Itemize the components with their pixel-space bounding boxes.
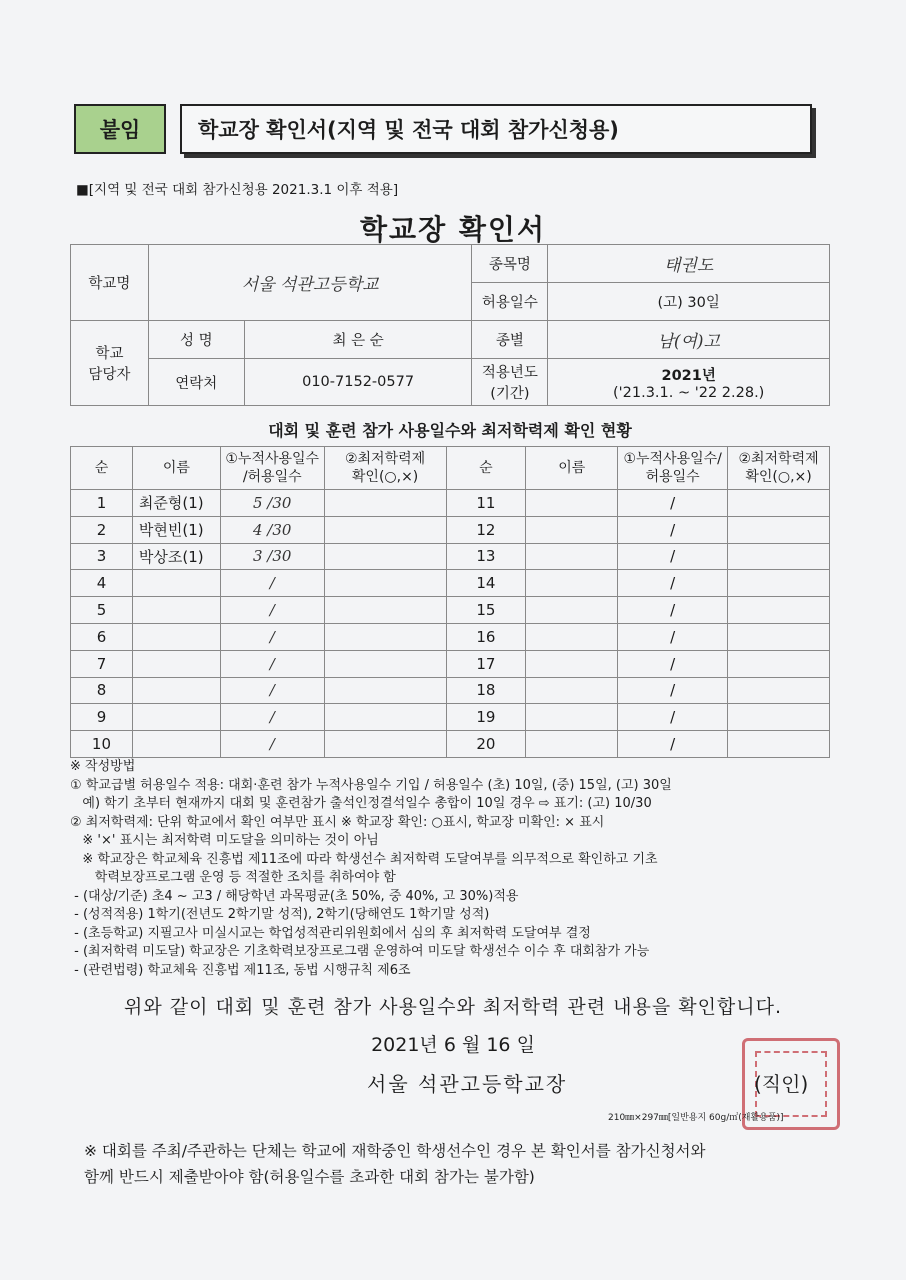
- applied-note: ■[지역 및 전국 대회 참가신청용 2021.3.1 이후 적용]: [76, 182, 399, 198]
- note-line: - (최저학력 미도달) 학교장은 기초학력보장프로그램 운영하여 미도달 학생선수 이수 후 대회참가 가능: [70, 944, 650, 959]
- student-name-2: [526, 597, 618, 624]
- check-2: [728, 570, 830, 597]
- student-name-2: [526, 650, 618, 677]
- row-number-2: 20: [446, 731, 526, 758]
- days-used-2: /: [618, 570, 728, 597]
- col-no-2: 순: [446, 447, 526, 490]
- note-line: ※ 학교장은 학교체육 진흥법 제11조에 따라 학생선수 최저학력 도달여부를 의무적으로 확인하고 기초: [70, 851, 658, 867]
- gender-value: 남(여)고: [548, 321, 830, 359]
- note-line: ※ 작성방법: [70, 759, 136, 774]
- row-number: 4: [71, 570, 133, 597]
- row-number-2: 11: [446, 490, 526, 517]
- header: [74, 104, 812, 154]
- name-label: 성 명: [148, 321, 244, 359]
- student-name-2: [526, 516, 618, 543]
- check: [324, 704, 446, 731]
- gender-label: 종별: [472, 321, 548, 359]
- days-used-2: /: [618, 623, 728, 650]
- days-label: 허용일수: [472, 283, 548, 321]
- check: [324, 650, 446, 677]
- row-number-2: 14: [446, 570, 526, 597]
- check: [324, 623, 446, 650]
- note-line: 학력보장프로그램 운영 등 적절한 조치를 취하여야 함: [70, 870, 396, 885]
- days-used-2: /: [618, 677, 728, 704]
- days-used-2: /: [618, 731, 728, 758]
- days-used: 3 /30: [220, 543, 324, 570]
- check-2: [728, 543, 830, 570]
- period-value: ('21.3.1. ~ '22 2.28.): [613, 384, 765, 401]
- info-table: [70, 244, 830, 406]
- row-number: 3: [71, 543, 133, 570]
- student-name-2: [526, 490, 618, 517]
- days-used-2: /: [618, 650, 728, 677]
- check-2: [728, 704, 830, 731]
- person-label: 학교 담당자: [71, 321, 149, 406]
- days-used: 4 /30: [220, 516, 324, 543]
- student-name-2: [526, 677, 618, 704]
- principal-name: 서울 석관고등학교장: [367, 1072, 568, 1096]
- paper-spec: 210㎜×297㎜[일반용지 60g/㎡(재활용품)]: [608, 1113, 784, 1123]
- note-line: 예) 학기 초부터 현재까지 대회 및 훈련참가 출석인정결석일수 총합이 10일 경우 ⇨ 표기: (고) 10/30: [70, 796, 652, 811]
- days-used-2: /: [618, 516, 728, 543]
- attachment-tag: 붙임: [74, 104, 166, 154]
- row-number-2: 15: [446, 597, 526, 624]
- check: [324, 570, 446, 597]
- check-2: [728, 731, 830, 758]
- days-used: /: [220, 650, 324, 677]
- row-number: 9: [71, 704, 133, 731]
- note-line: ② 최저학력제: 단위 학교에서 확인 여부만 표시 ※ 학교장 확인: ○표시, 학교장 미확인: × 표시: [70, 814, 605, 830]
- student-name-2: [526, 543, 618, 570]
- name-value: 최 은 순: [244, 321, 472, 359]
- header-title: 학교장 확인서(지역 및 전국 대회 참가신청용): [180, 104, 812, 154]
- student-name: [132, 597, 220, 624]
- check: [324, 597, 446, 624]
- col-check-2: ②최저학력제 확인(○,×): [728, 447, 830, 490]
- check: [324, 490, 446, 517]
- row-number-2: 19: [446, 704, 526, 731]
- school-value: 서울 석관고등학교: [148, 245, 472, 321]
- table-row: [71, 543, 830, 570]
- table-row: [71, 650, 830, 677]
- student-name: [132, 677, 220, 704]
- check-2: [728, 516, 830, 543]
- col-name: 이름: [132, 447, 220, 490]
- student-name-2: [526, 623, 618, 650]
- check: [324, 731, 446, 758]
- table-row: [71, 490, 830, 517]
- check-2: [728, 597, 830, 624]
- student-name-2: [526, 731, 618, 758]
- student-name-2: [526, 570, 618, 597]
- note-line: - (성적적용) 1학기(전년도 2학기말 성적), 2학기(당해연도 1학기말 성적): [70, 907, 490, 922]
- confirmation-statement: 위와 같이 대회 및 훈련 참가 사용일수와 최저학력 관련 내용을 확인합니다.: [123, 996, 783, 1018]
- school-label: 학교명: [71, 245, 149, 321]
- student-name: [132, 650, 220, 677]
- row-number-2: 18: [446, 677, 526, 704]
- student-name: 최준형(1): [132, 490, 220, 517]
- row-number: 7: [71, 650, 133, 677]
- row-number-2: 16: [446, 623, 526, 650]
- section-title: 대회 및 훈련 참가 사용일수와 최저학력제 확인 현황: [268, 421, 632, 440]
- student-name: [132, 623, 220, 650]
- sport-value: 태권도: [548, 245, 830, 283]
- table-row: [71, 704, 830, 731]
- check: [324, 543, 446, 570]
- student-name: [132, 704, 220, 731]
- note-line: ※ '×' 표시는 최저학력 미도달을 의미하는 것이 아님: [70, 833, 379, 848]
- col-name-2: 이름: [526, 447, 618, 490]
- col-days-2: ①누적사용일수/ 허용일수: [618, 447, 728, 490]
- document-title: 학교장 확인서: [359, 213, 547, 246]
- student-name: [132, 570, 220, 597]
- note-line: - (대상/기준) 초4 ~ 고3 / 해당학년 과목평균(초 50%, 중 40%, 고 30%)적용: [70, 888, 519, 904]
- row-number: 8: [71, 677, 133, 704]
- check-2: [728, 490, 830, 517]
- row-number-2: 12: [446, 516, 526, 543]
- date-line: 2021년 6 월 16 일: [371, 1034, 535, 1056]
- days-used-2: /: [618, 490, 728, 517]
- row-number-2: 13: [446, 543, 526, 570]
- days-used: /: [220, 704, 324, 731]
- table-row: [71, 731, 830, 758]
- table-row: [71, 677, 830, 704]
- days-used: /: [220, 731, 324, 758]
- table-row: [71, 516, 830, 543]
- note-line: - (관련법령) 학교체육 진흥법 제11조, 동법 시행규칙 제6조: [70, 962, 411, 978]
- table-row: [71, 597, 830, 624]
- check: [324, 516, 446, 543]
- days-used: /: [220, 597, 324, 624]
- days-value: (고) 30일: [548, 283, 830, 321]
- days-used-2: /: [618, 704, 728, 731]
- student-name-2: [526, 704, 618, 731]
- col-no: 순: [71, 447, 133, 490]
- row-number: 10: [71, 731, 133, 758]
- year-label: 적용년도 (기간): [472, 359, 548, 406]
- student-name: 박현빈(1): [132, 516, 220, 543]
- days-used: /: [220, 570, 324, 597]
- student-name: [132, 731, 220, 758]
- status-table: [70, 446, 830, 758]
- table-row: [71, 570, 830, 597]
- note-line: - (초등학교) 지필고사 미실시교는 학업성적관리위원회에서 심의 후 최저학력 도달여부 결정: [70, 925, 591, 941]
- instructions: [70, 758, 840, 980]
- note-line: ① 학교급별 허용일수 적용: 대회·훈련 참가 누적사용일수 기입 / 허용일수 (초) 10일, (중) 15일, (고) 30일: [70, 777, 672, 793]
- row-number: 5: [71, 597, 133, 624]
- col-days: ①누적사용일수 /허용일수: [220, 447, 324, 490]
- row-number: 6: [71, 623, 133, 650]
- row-number: 1: [71, 490, 133, 517]
- check-2: [728, 623, 830, 650]
- days-used: 5 /30: [220, 490, 324, 517]
- contact-label: 연락처: [148, 359, 244, 406]
- student-name: 박상조(1): [132, 543, 220, 570]
- col-check: ②최저학력제 확인(○,×): [324, 447, 446, 490]
- days-used: /: [220, 623, 324, 650]
- year-cell: [548, 359, 830, 406]
- check-2: [728, 677, 830, 704]
- check-2: [728, 650, 830, 677]
- sport-label: 종목명: [472, 245, 548, 283]
- days-used-2: /: [618, 543, 728, 570]
- days-used: /: [220, 677, 324, 704]
- days-used-2: /: [618, 597, 728, 624]
- year-value: 2021년: [661, 367, 716, 384]
- bottom-note: ※ 대회를 주최/주관하는 단체는 학교에 재학중인 학생선수인 경우 본 확인서를 참가신청서와 함께 반드시 제출받아야 함(허용일수를 초과한 대회 참가는 불가함): [84, 1142, 706, 1186]
- row-number-2: 17: [446, 650, 526, 677]
- seal-label: (직인): [754, 1072, 809, 1096]
- table-row: [71, 623, 830, 650]
- check: [324, 677, 446, 704]
- contact-value: 010-7152-0577: [244, 359, 472, 406]
- row-number: 2: [71, 516, 133, 543]
